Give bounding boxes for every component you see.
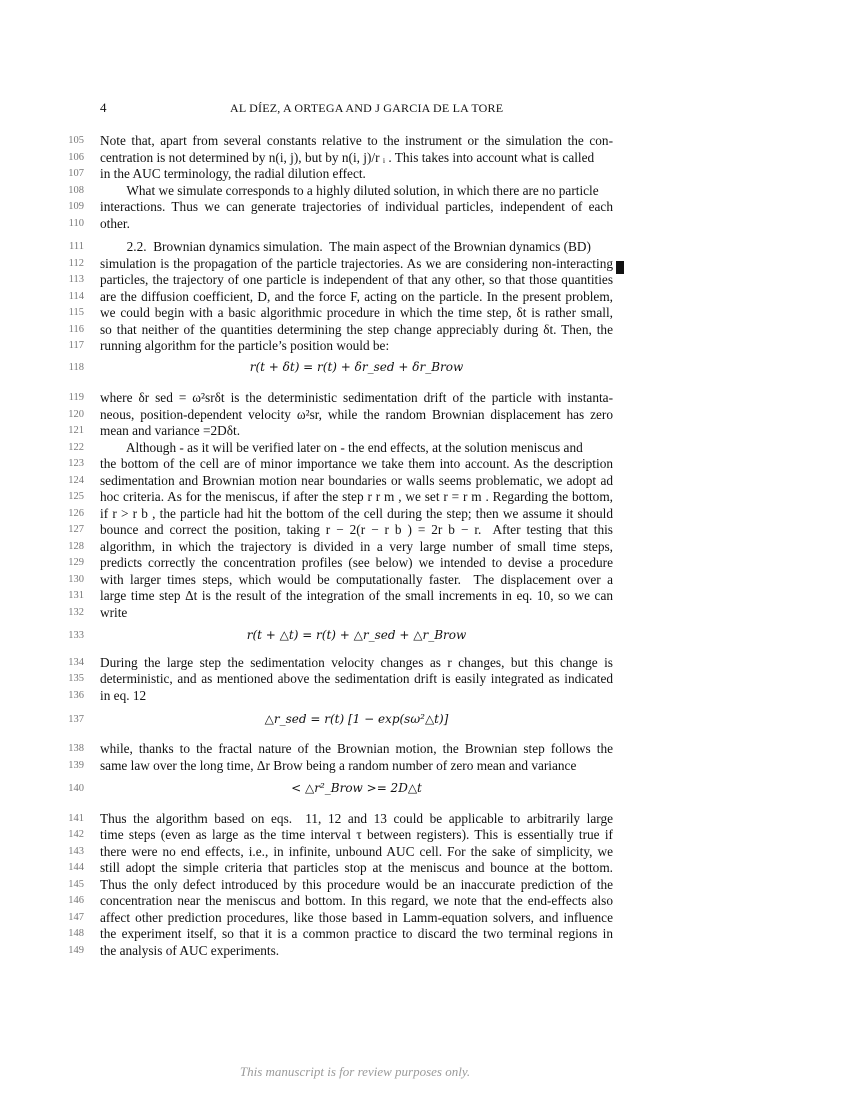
line-number: 148	[68, 928, 84, 939]
text-line: are the diffusion coefficient, D, and the force F, acting on the particle. In the present problem,	[100, 289, 613, 304]
text-line: large time step Δt is the result of the integration of the small increments in eq. 10, so we can	[100, 588, 613, 603]
text-line: still adopt the simple criteria that particles stop at the meniscus and bounce at the bottom.	[100, 860, 613, 875]
text-line: the bottom of the cell are of minor importance we take them into account. As the description	[100, 456, 613, 471]
text-line: mean and variance =2Dδt.	[100, 423, 241, 438]
line-number: 111	[69, 241, 84, 252]
line-number: 128	[68, 541, 84, 552]
text-line: same law over the long time, Δr Brow being a random number of zero mean and variance	[100, 758, 577, 773]
line-number: 146	[68, 895, 84, 906]
text-line: sedimentation and Brownian motion near boundaries or walls seems problematic, we adopt ad	[100, 473, 613, 488]
line-number: 126	[68, 508, 84, 519]
text-line: we could begin with a basic algorithmic procedure in which the time step, δt is rather small,	[100, 305, 613, 320]
line-number: 108	[68, 185, 84, 196]
text-line: hoc criteria. As for the meniscus, if after the step r r m , we set r = r m . Regarding the bottom,	[100, 489, 613, 504]
text-line: Thus the only defect introduced by this procedure would be an inaccurate prediction of the	[100, 877, 613, 892]
text-line: 2.2. Brownian dynamics simulation. The main aspect of the Brownian dynamics (BD)	[100, 239, 591, 254]
text-line: What we simulate corresponds to a highly diluted solution, in which there are no particle	[100, 183, 599, 198]
text-line: algorithm, in which the trajectory is divided in a very large number of small time steps,	[100, 539, 613, 554]
line-number: 131	[68, 590, 84, 601]
line-number: 114	[68, 291, 84, 302]
equation: △r_sed = r(t) [1 − exp(sω²△t)]	[264, 712, 449, 726]
text-line: predicts correctly the concentration profiles (see below) we intended to devise a procedure	[100, 555, 613, 570]
equation-line-number: 137	[68, 714, 84, 725]
line-number: 117	[68, 340, 84, 351]
review-footer: This manuscript is for review purposes only.	[239, 1064, 471, 1079]
equation: r(t + △t) = r(t) + △r_sed + △r_Brow	[246, 628, 467, 642]
text-line: in the AUC terminology, the radial dilution effect.	[100, 166, 366, 181]
text-line: affect other prediction procedures, like those based in Lamm-equation solvers, and influence	[100, 910, 613, 925]
line-number: 143	[68, 846, 84, 857]
line-number: 129	[68, 557, 84, 568]
text-line: there were no end effects, i.e., in infinite, unbound AUC cell. For the sake of simplicity, we	[100, 844, 613, 859]
text-cursor-block	[616, 261, 624, 274]
equation: r(t + δt) = r(t) + δr_sed + δr_Brow	[249, 360, 464, 374]
text-line: where δr sed = ω²srδt is the deterministic sedimentation drift of the particle with instanta-	[100, 390, 613, 405]
line-number: 122	[68, 442, 84, 453]
text-line: time steps (even as large as the time interval τ between registers). This is essentially true if	[100, 827, 613, 842]
line-number: 138	[68, 743, 84, 754]
text-line: in eq. 12	[100, 688, 147, 703]
text-line: centration is not determined by n(i, j), but by n(i, j)/r ᵢ . This takes into account what is called	[100, 150, 595, 165]
line-number: 115	[68, 307, 84, 318]
line-number: 134	[68, 657, 84, 668]
line-number: 149	[68, 945, 84, 956]
text-line: write	[100, 605, 128, 620]
text-line: During the large step the sedimentation velocity changes as r changes, but this change is	[100, 655, 613, 670]
running-header-authors: AL DÍEZ, A ORTEGA AND J GARCIA DE LA TORE	[230, 101, 504, 115]
text-line: so that neither of the quantities determining the step change appreciably during δt. Then, the	[100, 322, 613, 337]
text-line: the analysis of AUC experiments.	[100, 943, 280, 958]
line-number: 116	[68, 324, 84, 335]
line-number: 130	[68, 574, 84, 585]
text-line: particles, the trajectory of one particle is independent of that any other, so that those quantities	[100, 272, 613, 287]
line-number: 119	[68, 392, 84, 403]
text-line: deterministic, and as mentioned above the sedimentation drift is easily integrated as indicated	[100, 671, 613, 686]
equation: < △r²_Brow >= 2D△t	[291, 781, 422, 795]
running-header	[0, 100, 850, 118]
equation-line-number: 140	[68, 783, 84, 794]
text-line: bounce and correct the position, taking r − 2(r − r b ) = 2r b − r. After testing that this	[100, 522, 613, 537]
text-line: other.	[100, 216, 130, 231]
line-number: 141	[68, 813, 84, 824]
equation-line-number: 118	[68, 362, 84, 373]
line-number: 135	[68, 673, 84, 684]
line-number: 109	[68, 201, 84, 212]
line-number: 112	[68, 258, 84, 269]
line-number: 105	[68, 135, 84, 146]
line-number: 113	[68, 274, 84, 285]
text-line: concentration near the meniscus and bottom. In this regard, we note that the end-effects also	[100, 893, 613, 908]
line-number: 144	[68, 862, 84, 873]
line-number: 139	[68, 760, 84, 771]
text-line: Thus the algorithm based on eqs. 11, 12 and 13 could be applicable to arbitrarily large	[100, 811, 613, 826]
line-number: 127	[68, 524, 84, 535]
line-number: 142	[68, 829, 84, 840]
text-line: Note that, apart from several constants relative to the instrument or the simulation the con-	[100, 133, 613, 148]
line-number: 132	[68, 607, 84, 618]
line-number: 136	[68, 690, 84, 701]
line-number: 120	[68, 409, 84, 420]
line-number: 123	[68, 458, 84, 469]
text-line: the experiment itself, so that it is a common practice to discard the two terminal regions in	[100, 926, 613, 941]
text-line: neous, position-dependent velocity ω²sr, while the random Brownian displacement has zero	[100, 407, 613, 422]
text-line: simulation is the propagation of the particle trajectories. As we are considering non-interacting	[100, 256, 613, 271]
text-line: with larger times steps, which would be computationally faster. The displacement over a	[100, 572, 613, 587]
line-number: 106	[68, 152, 84, 163]
line-number: 121	[68, 425, 84, 436]
text-line: interactions. Thus we can generate trajectories of individual particles, independent of each	[100, 199, 613, 214]
line-number: 107	[68, 168, 84, 179]
text-line: if r > r b , the particle had hit the bottom of the cell during the step; then we assume it should	[100, 506, 613, 521]
text-line: running algorithm for the particle’s position would be:	[100, 338, 390, 353]
text-line: while, thanks to the fractal nature of the Brownian motion, the Brownian step follows the	[100, 741, 613, 756]
line-number: 147	[68, 912, 84, 923]
line-number: 145	[68, 879, 84, 890]
line-number: 124	[68, 475, 84, 486]
page-number: 4	[100, 100, 107, 115]
line-number: 110	[68, 218, 84, 229]
line-number: 125	[68, 491, 84, 502]
text-line: Although - as it will be verified later on - the end effects, at the solution meniscus and	[100, 440, 583, 455]
equation-line-number: 133	[68, 630, 84, 641]
